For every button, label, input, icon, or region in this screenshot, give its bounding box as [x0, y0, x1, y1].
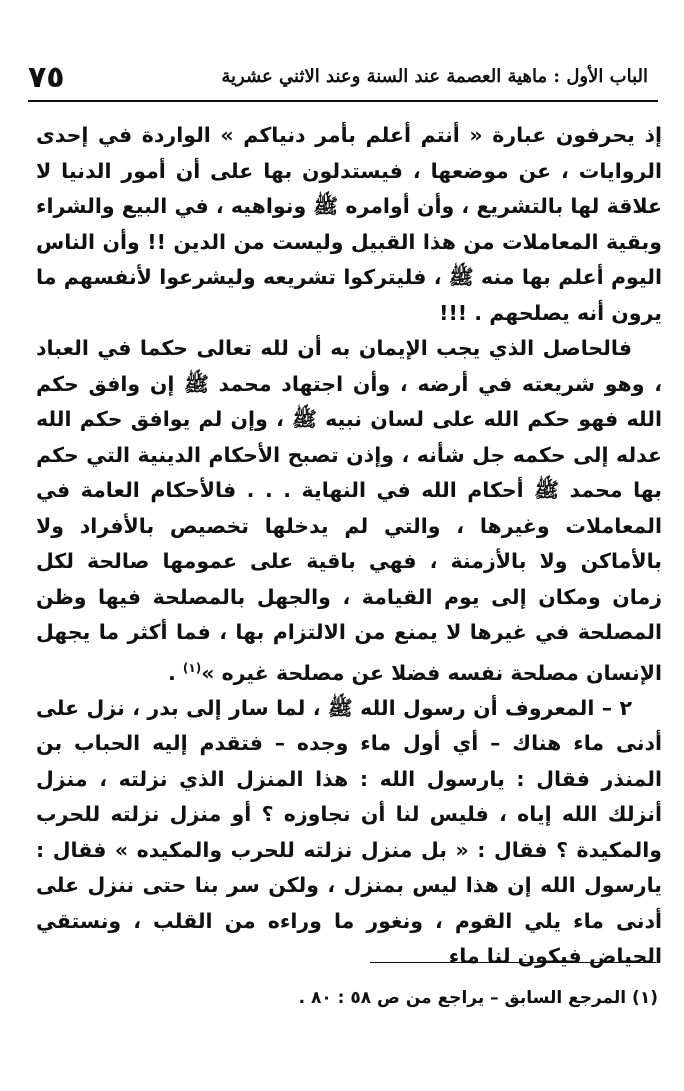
paragraph-2-text: فالحاصل الذي يجب الإيمان به أن لله تعالى حكما في العباد ، وهو شريعته في أرضه ، وأن اجتهاد محمد ﷺ إن وافق حكم الله فهو حكم الله على لسان نبيه ﷺ ، وإن لم يوافق حكم الله عدله إلى حكمه جل شأنه ، وإذن تصبح الأحكام الدينية التي حكم بها محمد ﷺ أحكام الله في النهاية . . . فالأحكام العامة في المعاملات وغيرها ، والتي لم يدخلها تخصيص بالأفراد ولا بالأماكن ولا بالأزمنة ، فهي باقية على عمومها صالحة لكل زمان ومكان إلى يوم القيامة ، والجهل بالمصلحة فيها وظن المصلحة في غيرها لا يمنع من الالتزام بها ، فما أكثر ما يجهل الإنسان مصلحة نفسه فضلا عن مصلحة غيره »: [36, 336, 662, 685]
footnote-divider: [370, 962, 656, 963]
running-title: الباب الأول : ماهية العصمة عند السنة وعند الاثني عشرية: [221, 66, 648, 87]
header-divider: [28, 100, 658, 102]
body-text: [36, 118, 662, 975]
footnote: (١) المرجع السابق – يراجع من ص ٥٨ : ٨٠ .: [298, 988, 658, 1008]
page-number: ٧٥: [28, 60, 65, 95]
paragraph-1: إذ يحرفون عبارة « أنتم أعلم بأمر دنياكم » الواردة في إحدى الروايات ، عن موضعها ، فيستدلون بها على أن أمور الدنيا لا علاقة لها بالتشريع ، وأن أوامره ﷺ ونواهيه ، في البيع والشراء وبقية المعاملات من هذا القبيل وليست من الدين !! وأن الناس اليوم أعلم بها منه ﷺ ، فليتركوا تشريعه وليشرعوا لأنفسهم ما يرون أنه يصلحهم . !!!: [36, 123, 662, 325]
paragraph-2-end: .: [167, 660, 183, 685]
paragraph-3: ٢ – المعروف أن رسول الله ﷺ ، لما سار إلى بدر ، نزل على أدنى ماء هناك – أي أول ماء وجده – فتقدم إليه الحباب بن المنذر فقال : يارسول الله : هذا المنزل الذي نزلته ، منزل أنزلك الله إياه ، فليس لنا أن نجاوزه ؟ أو منزل نزلته للحرب والمكيدة ؟ فقال : « بل منزل نزلته للحرب والمكيده » فقال : يارسول الله إن هذا ليس بمنزل ، ولكن سر بنا حتى ننزل على أدنى ماء يلي القوم ، ونغور ما وراءه من القلب ، ونستقي الحياض فيكون لنا ماء: [36, 695, 662, 969]
footnote-reference: (١): [182, 660, 202, 675]
paragraph-2: [36, 331, 662, 691]
